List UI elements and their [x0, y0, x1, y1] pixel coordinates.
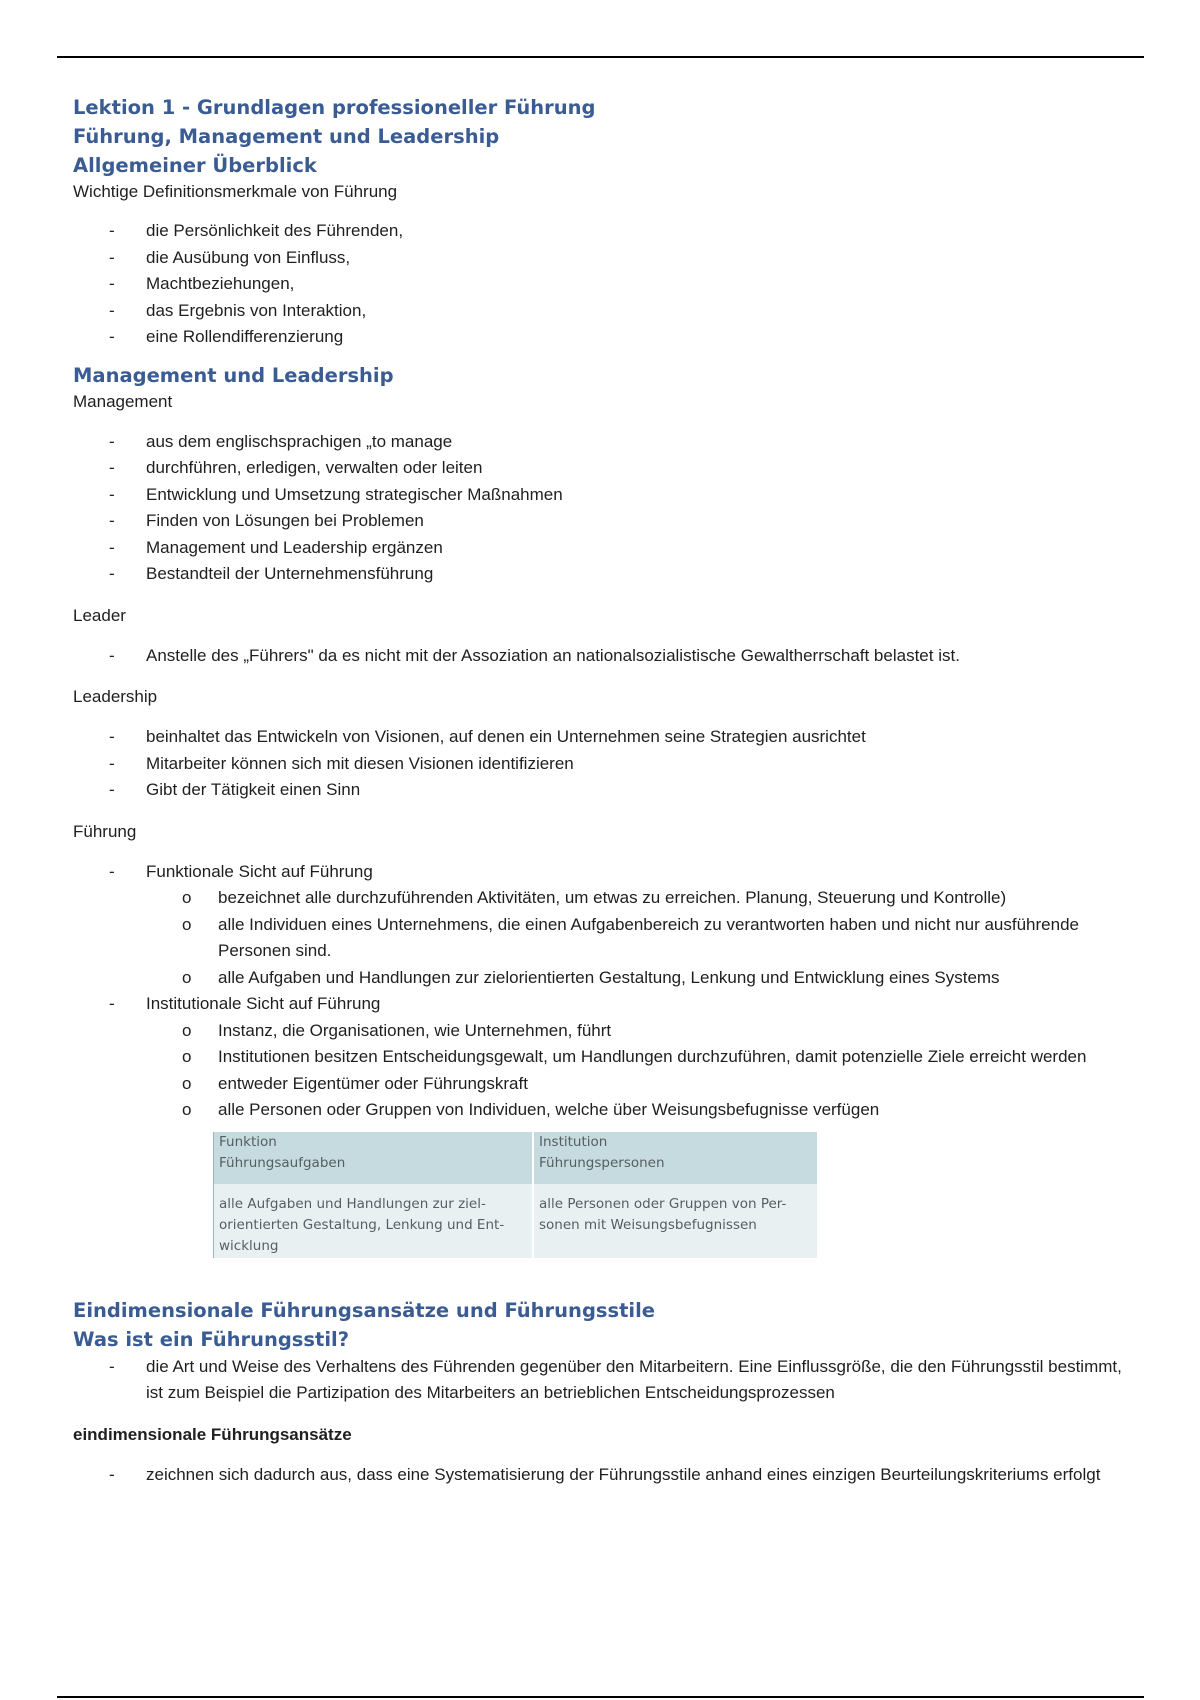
dash-marker: -	[109, 300, 115, 320]
sub-list-item: o bezeichnet alle durchzuführenden Aktivitäten, um etwas zu erreichen. Planung, Steuerung und Kontrolle)	[73, 885, 1133, 912]
circle-marker: o	[182, 1047, 192, 1066]
list-item: - Mitarbeiter können sich mit diesen Visionen identifizieren	[73, 751, 1133, 778]
list-item: - beinhaltet das Entwickeln von Visionen, auf denen ein Unternehmen seine Strategien ausrichtet	[73, 724, 1133, 751]
fuehrung-list	[73, 859, 1133, 1124]
circle-marker: o	[182, 888, 192, 907]
heading-lektion: Lektion 1 - Grundlagen professioneller Führung	[73, 96, 596, 119]
heading-mgmt-leadership: Management und Leadership	[73, 363, 394, 387]
list-item: - das Ergebnis von Interaktion,	[73, 298, 1133, 325]
heading-ueberblick: Allgemeiner Überblick	[73, 154, 317, 177]
heading-fuehrungsstil: Was ist ein Führungsstil?	[73, 1327, 350, 1351]
heading-fml: Führung, Management und Leadership	[73, 125, 500, 148]
circle-marker: o	[182, 1100, 192, 1119]
table-cell-institution: alle Personen oder Gruppen von Per-sonen mit Weisungsbefugnissen	[532, 1184, 817, 1258]
dash-marker: -	[109, 645, 115, 665]
definitions-label: Wichtige Definitionsmerkmale von Führung	[73, 182, 398, 201]
dash-marker: -	[109, 431, 115, 451]
list-item: - Anstelle des „Führers" da es nicht mit der Assoziation an nationalsozialistische Gewaltherrschaft belastet ist.	[73, 643, 1133, 670]
list-item: - Entwicklung und Umsetzung strategischer Maßnahmen	[73, 482, 1133, 509]
list-item: - aus dem englischsprachigen „to manage	[73, 429, 1133, 456]
dash-marker: -	[109, 1356, 115, 1376]
list-item: - eine Rollendifferenzierung	[73, 324, 1133, 351]
leader-label: Leader	[73, 605, 126, 625]
list-item: - Management und Leadership ergänzen	[73, 535, 1133, 562]
dash-marker: -	[109, 727, 115, 746]
sub-list-item: o Institutionen besitzen Entscheidungsgewalt, um Handlungen durchzuführen, damit potenzielle Ziele erreicht werden	[73, 1044, 1133, 1071]
dash-marker: -	[109, 564, 115, 583]
dash-marker: -	[109, 247, 115, 267]
sub-list-item: o Instanz, die Organisationen, wie Unternehmen, führt	[73, 1018, 1133, 1045]
circle-marker: o	[182, 1073, 192, 1093]
list-item: - durchführen, erledigen, verwalten oder leiten	[73, 455, 1133, 482]
dash-marker: -	[109, 484, 115, 504]
eindim-list	[73, 1462, 1133, 1489]
dash-marker: -	[109, 994, 115, 1013]
dash-marker: -	[109, 327, 115, 346]
sub-list-item: o alle Individuen eines Unternehmens, die einen Aufgabenbereich zu verantworten haben und nicht nur ausführende Personen sind.	[73, 912, 1133, 965]
leader-list	[73, 643, 1133, 670]
table-cell-funktion: alle Aufgaben und Handlungen zur ziel-orientierten Gestaltung, Lenkung und Ent-wicklung	[214, 1184, 532, 1258]
table-header-funktion: Funktion Führungsaufgaben	[214, 1132, 532, 1184]
sub-list-item: o entweder Eigentümer oder Führungskraft	[73, 1071, 1133, 1098]
list-item: - Gibt der Tätigkeit einen Sinn	[73, 777, 1133, 804]
dash-marker: -	[109, 221, 115, 240]
definitions-list	[73, 218, 1133, 351]
circle-marker: o	[182, 967, 192, 987]
leadership-label: Leadership	[73, 687, 158, 706]
management-label: Management	[73, 391, 173, 411]
list-item: - Bestandteil der Unternehmensführung	[73, 561, 1133, 588]
eindim-label: eindimensionale Führungsansätze	[73, 1424, 352, 1444]
list-item: - die Persönlichkeit des Führenden,	[73, 218, 1133, 245]
management-list	[73, 429, 1133, 588]
dash-marker: -	[109, 780, 115, 799]
sub-list-item: o alle Personen oder Gruppen von Individuen, welche über Weisungsbefugnisse verfügen	[73, 1097, 1133, 1124]
list-item: - die Ausübung von Einfluss,	[73, 245, 1133, 272]
dash-marker: -	[109, 274, 115, 293]
table-header-institution: Institution Führungspersonen	[532, 1132, 817, 1184]
dash-marker: -	[109, 861, 115, 881]
heading-eindim: Eindimensionale Führungsansätze und Führungsstile	[73, 1298, 656, 1322]
leadership-list	[73, 724, 1133, 804]
top-rule	[57, 56, 1144, 58]
list-item: - Finden von Lösungen bei Problemen	[73, 508, 1133, 535]
funktion-institution-table	[213, 1132, 817, 1258]
institutional-sublist	[146, 1018, 1133, 1124]
list-item: - Machtbeziehungen,	[73, 271, 1133, 298]
dash-marker: -	[109, 1464, 115, 1484]
dash-marker: -	[109, 511, 115, 530]
bottom-rule	[57, 1696, 1144, 1698]
dash-marker: -	[109, 537, 115, 557]
list-item: - zeichnen sich dadurch aus, dass eine Systematisierung der Führungsstile anhand eines einzigen Beurteilungskriteriums erfolgt	[73, 1462, 1133, 1489]
circle-marker: o	[182, 914, 192, 934]
circle-marker: o	[182, 1020, 192, 1040]
list-item-institutional: - Institutionale Sicht auf Führung o Instanz, die Organisationen, wie Unternehmen, führt o Institutionen besitzen Entscheidungsgewalt, um Handlungen durchzuführen, damit potenzielle Ziele erreicht werden o entweder Eigentümer oder Führungskraft o alle Personen oder Gruppen von Individuen, welche über Weisungsbefugnisse verfügen	[73, 991, 1133, 1124]
dash-marker: -	[109, 458, 115, 477]
sub-list-item: o alle Aufgaben und Handlungen zur zielorientierten Gestaltung, Lenkung und Entwicklung eines Systems	[73, 965, 1133, 992]
funktional-sublist	[146, 885, 1133, 991]
fuehrung-label: Führung	[73, 821, 137, 841]
fuehrungsstil-list	[73, 1354, 1133, 1407]
dash-marker: -	[109, 753, 115, 773]
list-item: - die Art und Weise des Verhaltens des Führenden gegenüber den Mitarbeitern. Eine Einflussgröße, die den Führungsstil bestimmt, ist zum Beispiel die Partizipation des Mitarbeiters an betrieblichen Entscheidungsprozessen	[73, 1354, 1133, 1407]
list-item-funktional: - Funktionale Sicht auf Führung o bezeichnet alle durchzuführenden Aktivitäten, um etwas zu erreichen. Planung, Steuerung und Kontrolle) o alle Individuen eines Unternehmens, die einen Aufgabenbereich zu verantworten haben und nicht nur ausführende Personen sind. o alle Aufgaben und Handlungen zur zielorientierten Gestaltung, Lenkung und Entwicklung eines Systems	[73, 859, 1133, 992]
document-page	[73, 93, 1133, 1488]
